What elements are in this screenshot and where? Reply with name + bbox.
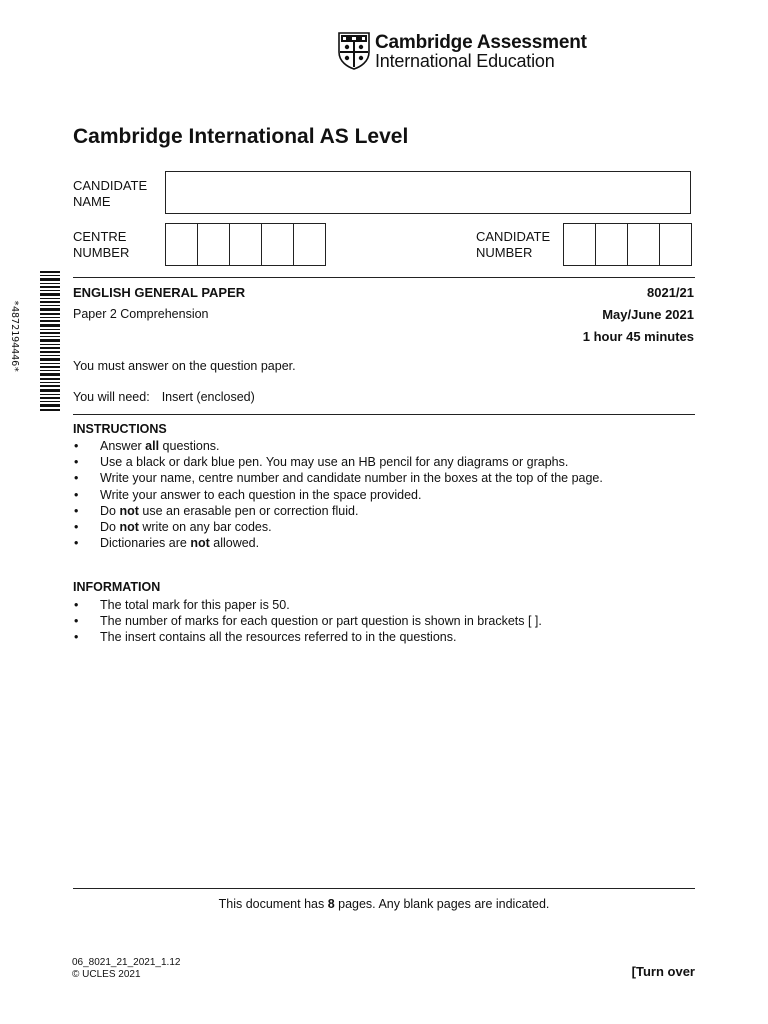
candidate-digit-box[interactable] <box>659 223 692 266</box>
instruction-item: • Write your answer to each question in the space provided. <box>73 487 603 503</box>
information-item: • The number of marks for each question or part question is shown in brackets [ ]. <box>73 613 542 629</box>
centre-number-field[interactable] <box>165 223 325 266</box>
divider <box>73 277 695 278</box>
page-count-note: This document has 8 pages. Any blank pages are indicated. <box>218 897 550 911</box>
page-count: 8 <box>327 897 335 911</box>
shield-icon <box>338 32 370 70</box>
centre-digit-box[interactable] <box>165 223 198 266</box>
paper-code: 8021/21 <box>647 285 694 300</box>
centre-digit-box[interactable] <box>293 223 326 266</box>
information-item: • The total mark for this paper is 50. <box>73 597 542 613</box>
document-reference: 06_8021_21_2021_1.12 <box>72 957 181 968</box>
copyright: © UCLES 2021 <box>72 969 141 980</box>
candidate-name-label: CANDIDATE NAME <box>73 178 148 209</box>
instruction-item: • Use a black or dark blue pen. You may use an HB pencil for any diagrams or graphs. <box>73 454 603 470</box>
logo-line-1: Cambridge Assessment <box>375 32 587 53</box>
centre-digit-box[interactable] <box>197 223 230 266</box>
paper-name: Paper 2 Comprehension <box>73 307 209 321</box>
qualification-title: Cambridge International AS Level <box>73 125 409 148</box>
information-list <box>73 597 542 646</box>
logo-line-2: International Education <box>375 51 555 71</box>
footer-divider <box>73 888 695 889</box>
candidate-digit-box[interactable] <box>595 223 628 266</box>
information-heading: INFORMATION <box>73 580 161 594</box>
barcode-number: *4872194446* <box>9 300 20 373</box>
candidate-name-field[interactable] <box>165 171 691 214</box>
centre-number-label: CENTRE NUMBER <box>73 229 130 260</box>
materials-needed <box>73 390 255 404</box>
instructions-list <box>73 438 603 551</box>
instruction-item: • Do not use an erasable pen or correction fluid. <box>73 503 603 519</box>
instruction-item: • Do not write on any bar codes. <box>73 519 603 535</box>
instruction-item: • Write your name, centre number and candidate number in the boxes at the top of the page. <box>73 470 603 486</box>
centre-digit-box[interactable] <box>261 223 294 266</box>
barcode <box>36 271 60 411</box>
exam-session: May/June 2021 <box>602 307 694 322</box>
candidate-number-field[interactable] <box>563 223 691 266</box>
instruction-item: • Answer all questions. <box>73 438 603 454</box>
subject-title: ENGLISH GENERAL PAPER <box>73 285 246 300</box>
turn-over: [Turn over <box>631 964 695 979</box>
instructions-heading: INSTRUCTIONS <box>73 422 167 436</box>
candidate-digit-box[interactable] <box>563 223 596 266</box>
need-value: Insert (enclosed) <box>161 390 255 404</box>
answer-note: You must answer on the question paper. <box>73 359 296 373</box>
divider <box>73 414 695 415</box>
candidate-number-label: CANDIDATE NUMBER <box>476 229 551 260</box>
cambridge-logo <box>338 31 588 71</box>
centre-digit-box[interactable] <box>229 223 262 266</box>
exam-duration: 1 hour 45 minutes <box>582 329 694 344</box>
candidate-digit-box[interactable] <box>627 223 660 266</box>
instruction-item: • Dictionaries are not allowed. <box>73 535 603 551</box>
need-label: You will need: <box>73 390 150 404</box>
information-item: • The insert contains all the resources referred to in the questions. <box>73 629 542 645</box>
